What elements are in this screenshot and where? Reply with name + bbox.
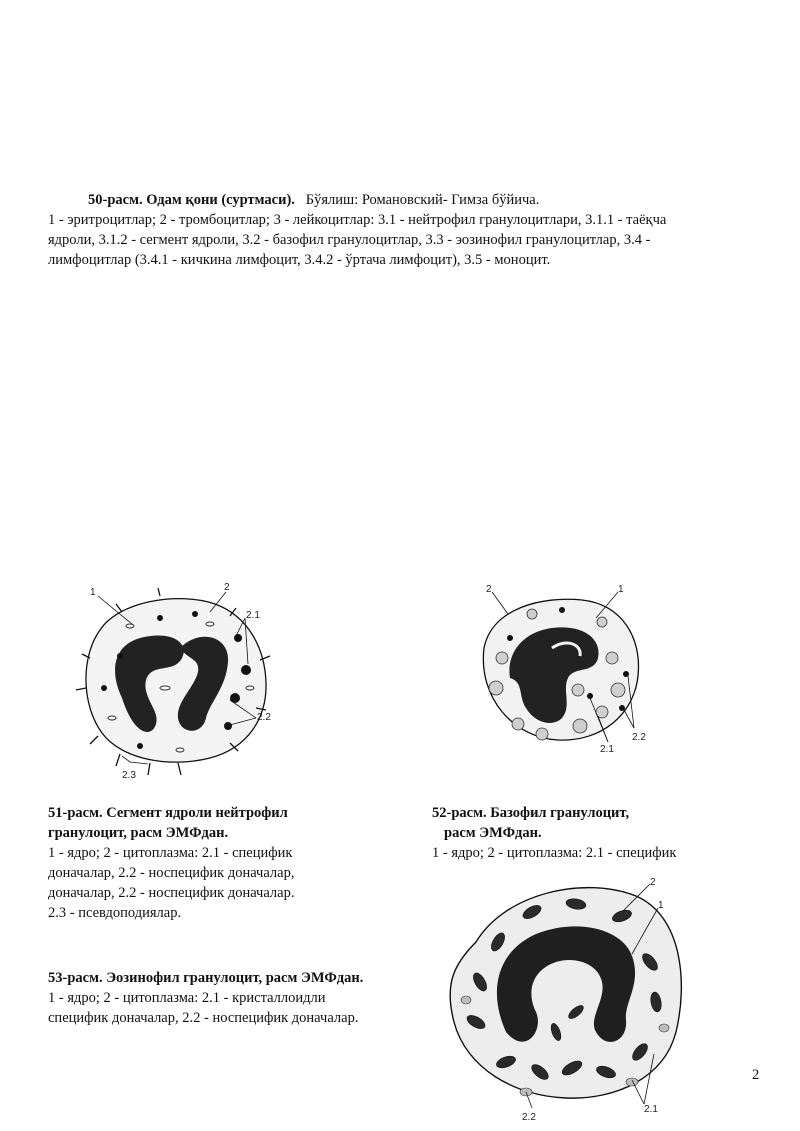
eosinophil-illustration — [436, 872, 698, 1126]
fig51-legend-line: доначалар, 2.2 - носпецифик доначалар, — [48, 865, 295, 881]
fig50-caption — [48, 190, 760, 270]
fig53-caption — [48, 968, 428, 1028]
label-specific-granules: 2.1 — [644, 1104, 658, 1115]
fig52-title-line: 52-расм. Базофил гранулоцит, — [432, 805, 630, 821]
fig52-legend-line: 1 - ядро; 2 - цитоплазма: 2.1 - специфик — [432, 845, 677, 861]
fig51-caption — [48, 803, 378, 923]
label-nucleus: 1 — [618, 584, 624, 595]
basophil-illustration — [462, 578, 662, 758]
label-nucleus: 1 — [90, 587, 96, 598]
fig50-legend-line: ядроли, 3.1.2 - сегмент ядроли, 3.2 - базофил гранулоцитлар, 3.3 - эозинофил гранулоцитлар, 3.4 - — [48, 232, 651, 248]
page-number: 2 — [752, 1067, 760, 1083]
label-cytoplasm: 2 — [224, 582, 230, 593]
label-specific-granules: 2.1 — [246, 610, 260, 621]
fig50-stain: Бўялиш: Романовский- Гимза бўйича. — [305, 192, 540, 208]
fig50-title: 50-расм. Одам қони (суртмаси). — [88, 192, 295, 208]
fig51-legend-line: 2.3 - псевдоподиялар. — [48, 905, 182, 921]
label-pseudopodia: 2.3 — [122, 770, 136, 781]
neutrophil-illustration — [60, 578, 290, 788]
label-cytoplasm: 2 — [650, 877, 656, 888]
label-specific-granules: 2.1 — [600, 744, 614, 755]
fig52-caption — [432, 803, 762, 863]
label-cytoplasm: 2 — [486, 584, 492, 595]
fig53-legend-line: 1 - ядро; 2 - цитоплазма: 2.1 - кристаллоидли — [48, 990, 326, 1006]
fig53-legend-line: специфик доначалар, 2.2 - носпецифик доначалар. — [48, 1010, 359, 1026]
fig50-legend-line: 1 - эритроцитлар; 2 - тромбоцитлар; 3 - лейкоцитлар: 3.1 - нейтрофил гранулоцитлари, 3.1.1 - таёқча — [48, 212, 667, 228]
label-nucleus: 1 — [658, 900, 664, 911]
fig51-title-line: 51-расм. Сегмент ядроли нейтрофил — [48, 805, 288, 821]
fig51-legend-line: доначалар, 2.2 - носпецифик доначалар. — [48, 885, 295, 901]
label-nonspecific-granules: 2.2 — [522, 1112, 536, 1123]
fig50-legend-line: лимфоцитлар (3.4.1 - кичкина лимфоцит, 3.4.2 - ўртача лимфоцит), 3.5 - моноцит. — [48, 252, 551, 268]
label-nonspecific-granules: 2.2 — [257, 712, 271, 723]
label-nonspecific-granules: 2.2 — [632, 732, 646, 743]
fig51-legend-line: 1 - ядро; 2 - цитоплазма: 2.1 - специфик — [48, 845, 293, 861]
fig53-title: 53-расм. Эозинофил гранулоцит, расм ЭМФдан. — [48, 970, 364, 986]
fig52-title-line: расм ЭМФдан. — [444, 825, 542, 841]
fig51-title-line: гранулоцит, расм ЭМФдан. — [48, 825, 229, 841]
